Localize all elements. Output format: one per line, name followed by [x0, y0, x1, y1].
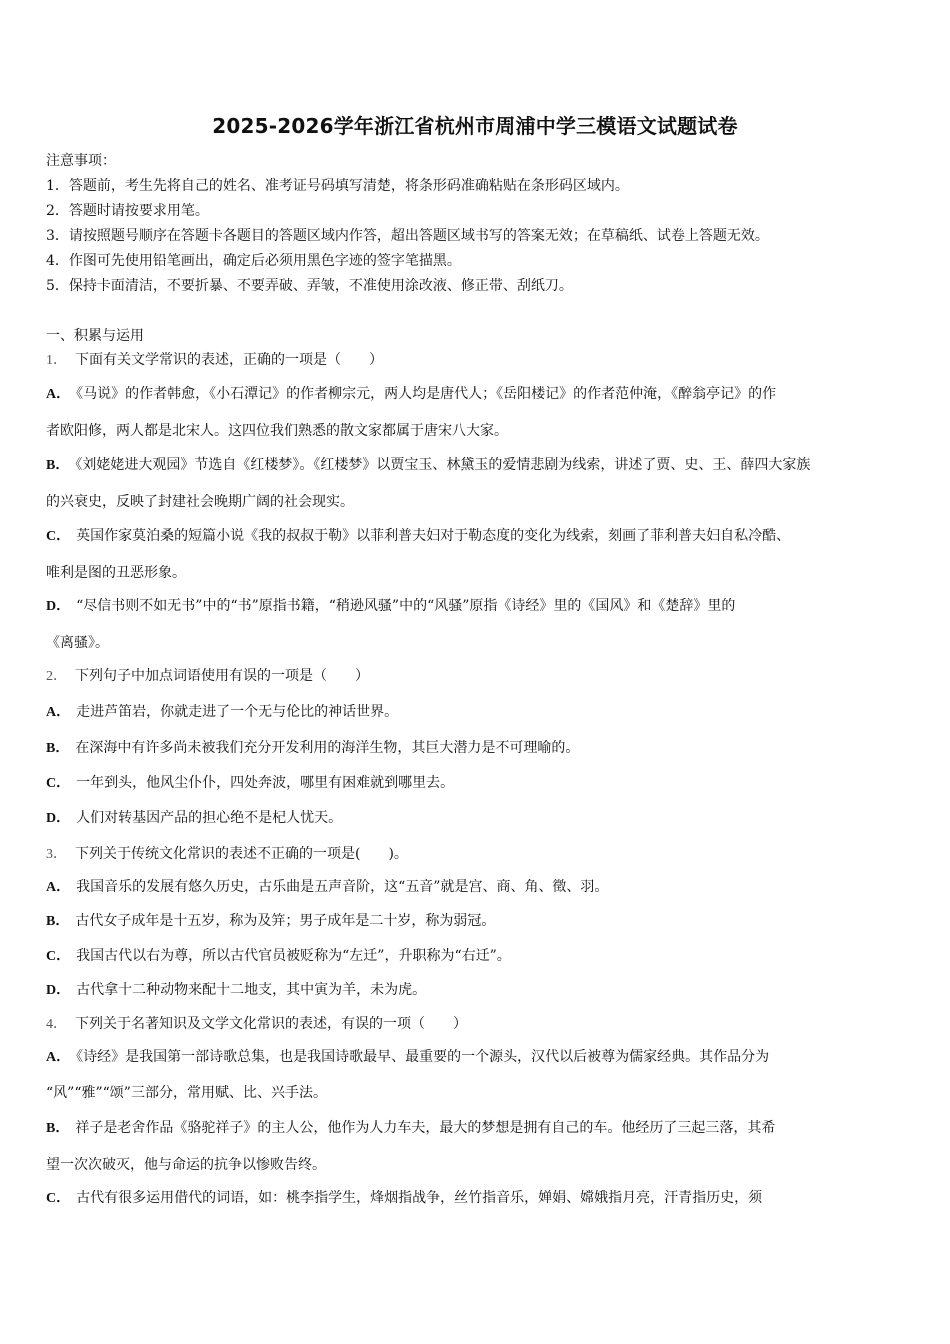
question-number: 2． — [46, 669, 67, 684]
option-text: 我国古代以右为尊，所以古代官员被贬称为“左迁”，升职称为“右迁”。 — [76, 948, 511, 964]
option-label: A． — [46, 387, 71, 402]
option-label: A． — [46, 1050, 71, 1065]
question-text: 下列关于名著知识及文学文化常识的表述，有误的一项（ ） — [75, 1016, 467, 1032]
question-2-stem — [46, 666, 369, 687]
option-text: 古代拿十二种动物来配十二地支，其中寅为羊，未为虎。 — [76, 982, 427, 998]
question-1-option-d — [46, 596, 735, 617]
question-2-option-a — [46, 702, 398, 723]
question-1-option-a — [46, 384, 776, 405]
option-text: 走进芦笛岩，你就走进了一个无与伦比的神话世界。 — [76, 704, 399, 720]
notice-item-2: 2．答题时请按要求用笔。 — [46, 203, 209, 219]
question-4-option-a — [46, 1047, 769, 1068]
question-text: 下面有关文学常识的表述，正确的一项是（ ） — [75, 352, 383, 368]
option-text: 我国音乐的发展有悠久历史，古乐曲是五声音阶，这“五音”就是宫、商、角、徵、羽。 — [76, 879, 609, 895]
option-label: D． — [46, 983, 71, 998]
option-text: “尽信书则不如无书”中的“书”原指书籍，“稍逊风骚”中的“风骚”原指《诗经》里的《国风》和《楚辞》里的 — [76, 598, 736, 614]
option-text: 一年到头，他风尘仆仆，四处奔波，哪里有困难就到哪里去。 — [76, 775, 455, 791]
question-1-option-d-cont: 《离骚》。 — [46, 635, 109, 651]
option-label: B． — [46, 741, 70, 756]
option-label: C． — [46, 529, 71, 544]
notice-heading: 注意事项： — [46, 153, 116, 169]
section-heading: 一、积累与运用 — [46, 328, 144, 344]
option-text: 《马说》的作者韩愈，《小石潭记》的作者柳宗元，两人均是唐代人；《岳阳楼记》的作者范仲淹，《醉翁亭记》的作 — [76, 386, 777, 402]
question-1-option-c — [46, 526, 790, 547]
option-label: D． — [46, 599, 71, 614]
question-4-option-a-cont: “风”“雅”“颂”三部分，常用赋、比、兴手法。 — [46, 1085, 327, 1101]
notice-item-1: 1．答题前，考生先将自己的姓名、准考证号码填写清楚，将条形码准确粘贴在条形码区域内。 — [46, 178, 629, 194]
notice-item-5: 5．保持卡面清洁，不要折暴、不要弄破、弄皱，不准使用涂改液、修正带、刮纸刀。 — [46, 278, 573, 294]
option-label: A． — [46, 880, 71, 895]
question-1-option-a-cont: 者欧阳修，两人都是北宋人。这四位我们熟悉的散文家都属于唐宋八大家。 — [46, 423, 508, 439]
question-text: 下列句子中加点词语使用有误的一项是（ ） — [75, 668, 369, 684]
question-4-option-b-cont: 望一次次破灭，他与命运的抗争以惨败告终。 — [46, 1157, 326, 1173]
question-number: 1． — [46, 353, 67, 368]
question-1-option-b-cont: 的兴衰史，反映了封建社会晚期广阔的社会现实。 — [46, 494, 354, 510]
notice-item-3: 3．请按照题号顺序在答题卡各题目的答题区域内作答，超出答题区域书写的答案无效；在草稿纸、试卷上答题无效。 — [46, 228, 769, 244]
question-3-option-b — [46, 911, 495, 932]
option-text: 《诗经》是我国第一部诗歌总集，也是我国诗歌最早、最重要的一个源头，汉代以后被尊为儒家经典。其作品分为 — [76, 1049, 770, 1065]
question-3-option-c — [46, 946, 511, 967]
option-text: 在深海中有许多尚未被我们充分开发利用的海洋生物，其巨大潜力是不可理喻的。 — [75, 740, 580, 756]
option-label: A． — [46, 705, 71, 720]
option-label: B． — [46, 1121, 70, 1136]
question-2-option-d — [46, 808, 342, 829]
option-label: C． — [46, 1191, 71, 1206]
option-text: 古代女子成年是十五岁，称为及笄；男子成年是二十岁，称为弱冠。 — [75, 913, 496, 929]
option-text: 英国作家莫泊桑的短篇小说《我的叔叔于勒》以菲利普夫妇对于勒态度的变化为线索，刻画了菲利普夫妇自私冷酷、 — [76, 528, 791, 544]
question-2-option-c — [46, 773, 454, 794]
question-text: 下列关于传统文化常识的表述不正确的一项是( )。 — [75, 846, 408, 862]
question-4-option-c — [46, 1188, 762, 1209]
option-label: B． — [46, 458, 70, 473]
option-text: 祥子是老舍作品《骆驼祥子》的主人公，他作为人力车夫，最大的梦想是拥有自己的车。他经历了三起三落，其希 — [75, 1120, 776, 1136]
question-1-option-c-cont: 唯利是图的丑恶形象。 — [46, 565, 186, 581]
option-text: 人们对转基因产品的担心绝不是杞人忧天。 — [76, 810, 343, 826]
option-label: D． — [46, 811, 71, 826]
question-4-stem — [46, 1014, 467, 1035]
option-label: C． — [46, 949, 71, 964]
question-4-option-b — [46, 1118, 775, 1139]
question-2-option-b — [46, 738, 579, 759]
question-number: 3． — [46, 847, 67, 862]
question-3-stem — [46, 844, 408, 865]
question-1-option-b — [46, 455, 810, 476]
question-number: 4． — [46, 1017, 67, 1032]
option-text: 《刘姥姥进大观园》节选自《红楼梦》。《红楼梦》以贾宝玉、林黛玉的爱情悲剧为线索，讲述了贾、史、王、薛四大家族 — [75, 457, 811, 473]
question-3-option-a — [46, 877, 608, 898]
question-1-stem — [46, 350, 383, 371]
option-label: C． — [46, 776, 71, 791]
page-title: 2025-2026学年浙江省杭州市周浦中学三模语文试题试卷 — [212, 114, 738, 138]
notice-item-4: 4．作图可先使用铅笔画出，确定后必须用黑色字迹的签字笔描黑。 — [46, 253, 461, 269]
option-text: 古代有很多运用借代的词语，如：桃李指学生，烽烟指战争，丝竹指音乐，婵娟、嫦娥指月亮，汗青指历史，须 — [76, 1190, 763, 1206]
question-3-option-d — [46, 980, 426, 1001]
option-label: B． — [46, 914, 70, 929]
